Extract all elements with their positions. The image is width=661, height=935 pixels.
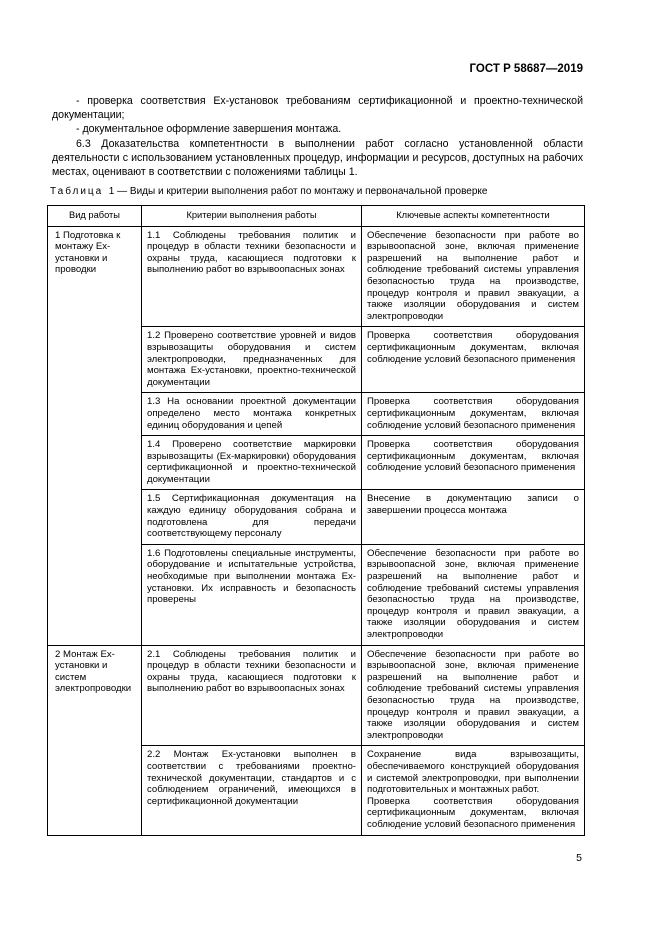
aspect-cell: Внесение в документацию записи о завершении процесса монтажа [362,490,585,544]
criterion-cell: 1.3 На основании проектной документации определено место монтажа конкретных единиц оборудования и цепей [142,393,362,436]
aspect-text: Сохранение вида взрывозащиты, обеспечиваемого конструкцией оборудования и системой электропроводки, при выполнении подготовительных и монтажных работ. [367,749,579,796]
criterion-cell: 2.1 Соблюдены требования политик и процедур в области техники безопасности и охраны труда, касающиеся подготовки к выполнению работ во взрывоопасных зонах [142,645,362,746]
column-header: Критерии выполнения работы [142,206,362,227]
criterion-cell: 1.2 Проверено соответствие уровней и видов взрывозащиты оборудования и систем электропроводки, предназначенных для монтажа Ex-установки, проектно-технической документации [142,327,362,393]
table-caption [50,186,487,197]
document-id: ГОСТ Р 58687—2019 [469,63,583,75]
body-text [52,94,583,179]
criterion-cell: 1.4 Проверено соответствие маркировки взрывозащиты (Ex-маркировки) оборудования сертификационной и проектно-технической документации [142,436,362,490]
aspect-cell: Проверка соответствия оборудования сертификационным документам, включая соблюдение условий безопасного применения [362,436,585,490]
work-kind-cell: 1 Подготовка к монтажу Ex-установки и проводки [48,226,142,645]
aspect-cell: Обеспечение безопасности при работе во взрывоопасной зоне, включая применение разрешений на выполнение работ и соблюдение требований системы управления безопасностью труда на производстве, процедур контроля и правил эвакуации, а также изоляции оборудования и систем электропроводки [362,544,585,645]
criterion-cell: 2.2 Монтаж Ex-установки выполнен в соответствии с требованиями проектно-технической документации, стандартов и с соблюдением ограничений, имеющихся в сертификационной документации [142,746,362,835]
table-row [48,645,585,746]
criterion-cell: 1.1 Соблюдены требования политик и процедур в области техники безопасности и охраны труда, касающиеся подготовки к выполнению работ во взрывоопасных зонах [142,226,362,327]
paragraph: - проверка соответствия Ex-установок требованиям сертификационной и проектно-технической документации; [52,95,583,122]
aspect-cell: Проверка соответствия оборудования сертификационным документам, включая соблюдение условий безопасного применения [362,393,585,436]
column-header: Ключевые аспекты компетентности [362,206,585,227]
aspect-text: Проверка соответствия оборудования сертификационным документам, включая соблюдение условий безопасного применения [367,795,579,830]
page-number: 5 [576,852,582,864]
column-header: Вид работы [48,206,142,227]
criteria-table [47,205,585,836]
aspect-cell: Обеспечение безопасности при работе во взрывоопасной зоне, включая применение разрешений на выполнение работ и соблюдение требований системы управления безопасностью труда на производстве, процедур контроля и правил эвакуации, а также изоляции оборудования и систем электропроводки [362,226,585,327]
aspect-cell [362,746,585,835]
criterion-cell: 1.6 Подготовлены специальные инструменты, оборудование и испытательные устройства, необходимые при выполнении монтажа Ex-установки. Их исправность и безопасность проверены [142,544,362,645]
table-row [48,226,585,327]
criterion-cell: 1.5 Сертификационная документация на каждую единицу оборудования собрана и подготовлена для передачи соответствующему персоналу [142,490,362,544]
aspect-cell: Проверка соответствия оборудования сертификационным документам, включая соблюдение условий безопасного применения [362,327,585,393]
table-caption-text: 1 — Виды и критерии выполнения работ по монтажу и первоначальной проверке [108,186,488,197]
table-caption-prefix: Таблица [50,186,104,197]
paragraph: - документальное оформление завершения монтажа. [76,123,342,136]
work-kind-cell: 2 Монтаж Ex-установки и систем электропроводки [48,645,142,835]
paragraph: 6.3 Доказательства компетентности в выполнении работ согласно установленной области деятельности с использованием установленных процедур, информации и ресурсов, доступных на рабочих местах, оценивают в соответствии с положениями таблицы 1. [52,137,583,179]
aspect-cell: Обеспечение безопасности при работе во взрывоопасной зоне, включая применение разрешений на выполнение работ и соблюдение требований системы управления безопасностью труда на производстве, процедур контроля и правил эвакуации, а также изоляции оборудования и систем электропроводки [362,645,585,746]
table-header-row [48,206,585,227]
